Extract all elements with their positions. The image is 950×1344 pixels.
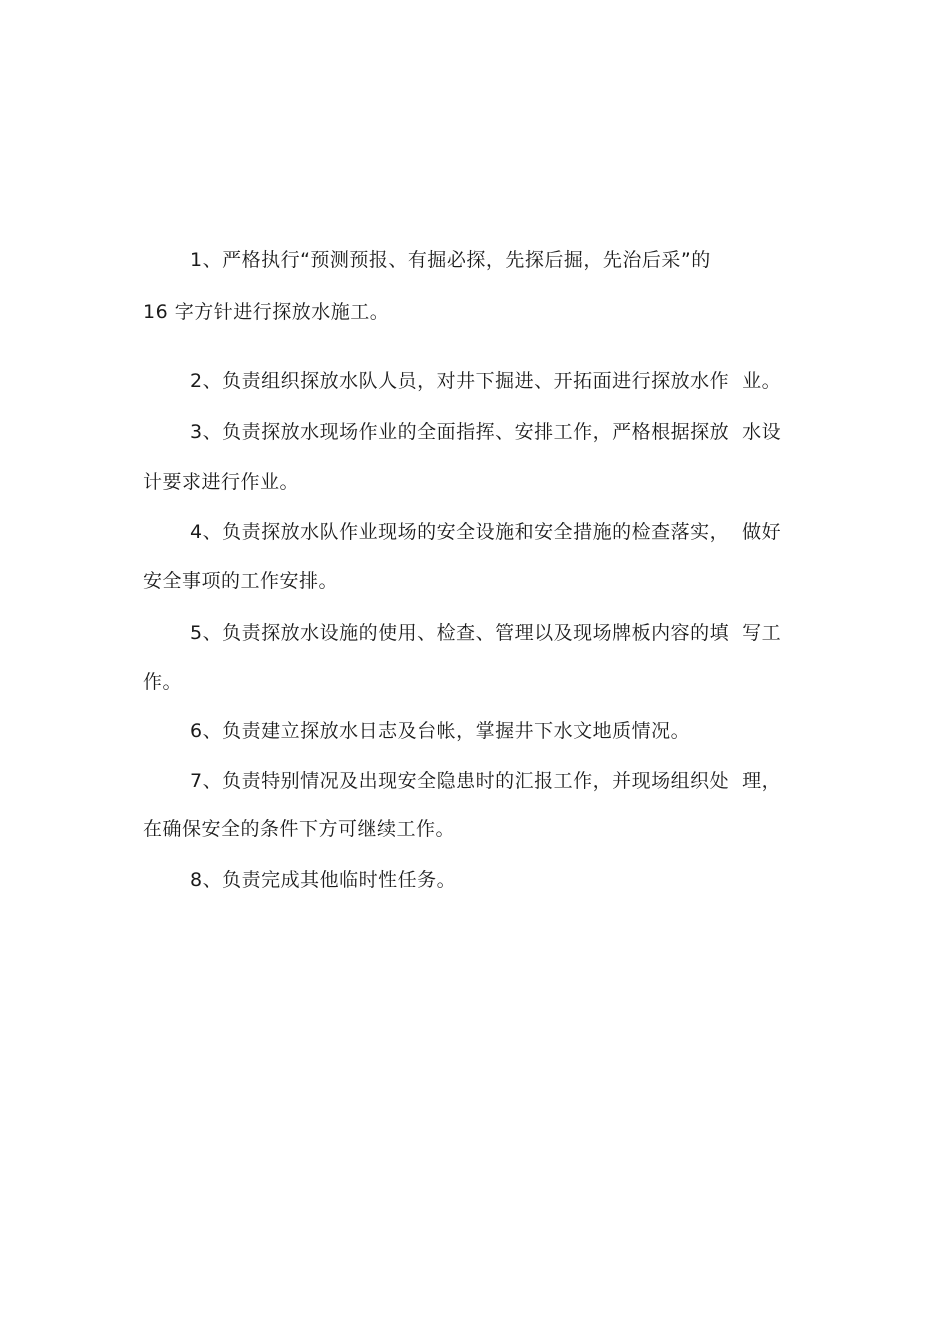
item-7-line-1: 7、负责特别情况及出现安全隐患时的汇报工作，并现场组织处 理， [190,770,782,792]
item-3-line-1: 3、负责探放水现场作业的全面指挥、安排工作，严格根据探放 水设 [190,421,782,443]
item-2-line-1: 2、负责组织探放水队人员，对井下掘进、开拓面进行探放水作 业。 [190,370,782,392]
item-4-line-2: 安全事项的工作安排。 [143,570,339,592]
item-1-line-1: 1、严格执行“预测预报、有掘必探，先探后掘，先治后采”的 [190,249,711,271]
item-3-line-2: 计要求进行作业。 [143,471,300,493]
item-5-line-2: 作。 [143,671,183,693]
item-5-line-1: 5、负责探放水设施的使用、检查、管理以及现场牌板内容的填 写工 [190,622,782,644]
item-7-line-2: 在确保安全的条件下方可继续工作。 [143,818,456,840]
item-8-line-1: 8、负责完成其他临时性任务。 [190,869,457,891]
item-6-line-1: 6、负责建立探放水日志及台帐，掌握井下水文地质情况。 [190,720,691,742]
item-4-line-1: 4、负责探放水队作业现场的安全设施和安全措施的检查落实， 做好 [190,521,782,543]
item-1-line-2: 16 字方针进行探放水施工。 [143,301,390,323]
